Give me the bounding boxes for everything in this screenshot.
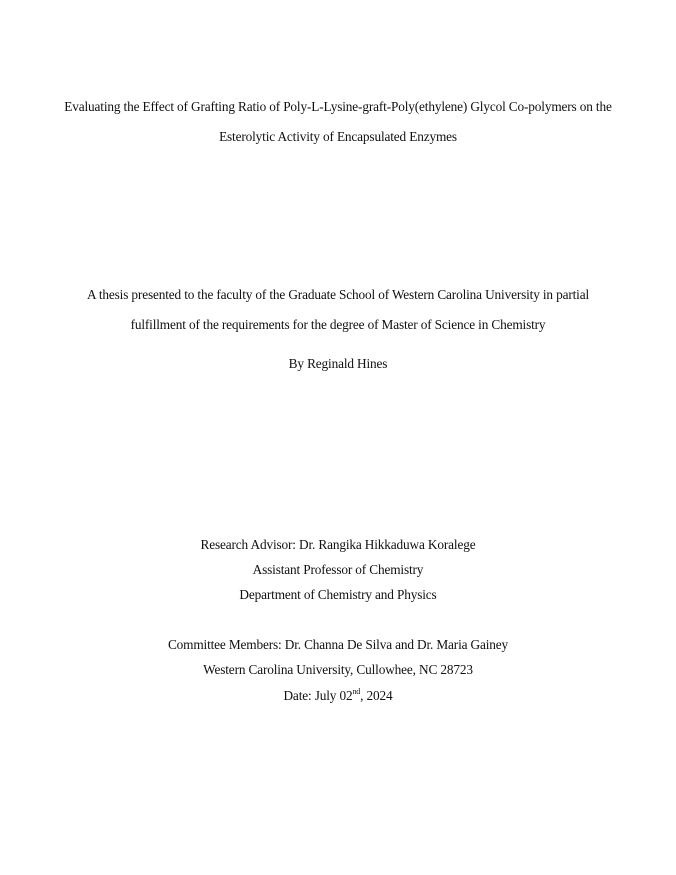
committee-line-1: Committee Members: Dr. Channa De Silva and Dr. Maria Gainey [167, 637, 509, 652]
title-line-2: Esterolytic Activity of Encapsulated Enzymes [219, 129, 457, 144]
thesis-statement-line-1: A thesis presented to the faculty of the Graduate School of Western Carolina University in partial [86, 287, 590, 302]
date-ordinal-superscript: nd [352, 686, 361, 696]
committee-line-2: Western Carolina University, Cullowhee, NC 28723 [203, 662, 473, 677]
thesis-statement-line-2: fulfillment of the requirements for the degree of Master of Science in Chemistry [130, 317, 546, 332]
date-suffix: , 2024 [360, 688, 393, 703]
advisor-line-2: Assistant Professor of Chemistry [252, 562, 424, 577]
author-line: By Reginald Hines [288, 356, 388, 371]
date-line [0, 688, 676, 704]
title-line-1: Evaluating the Effect of Grafting Ratio of Poly-L-Lysine-graft-Poly(ethylene) Glycol Co-polymers on the [64, 99, 612, 114]
advisor-line-1: Research Advisor: Dr. Rangika Hikkaduwa Koralege [200, 537, 476, 552]
date-prefix: Date: July 02 [283, 688, 353, 703]
advisor-line-3: Department of Chemistry and Physics [239, 587, 437, 602]
